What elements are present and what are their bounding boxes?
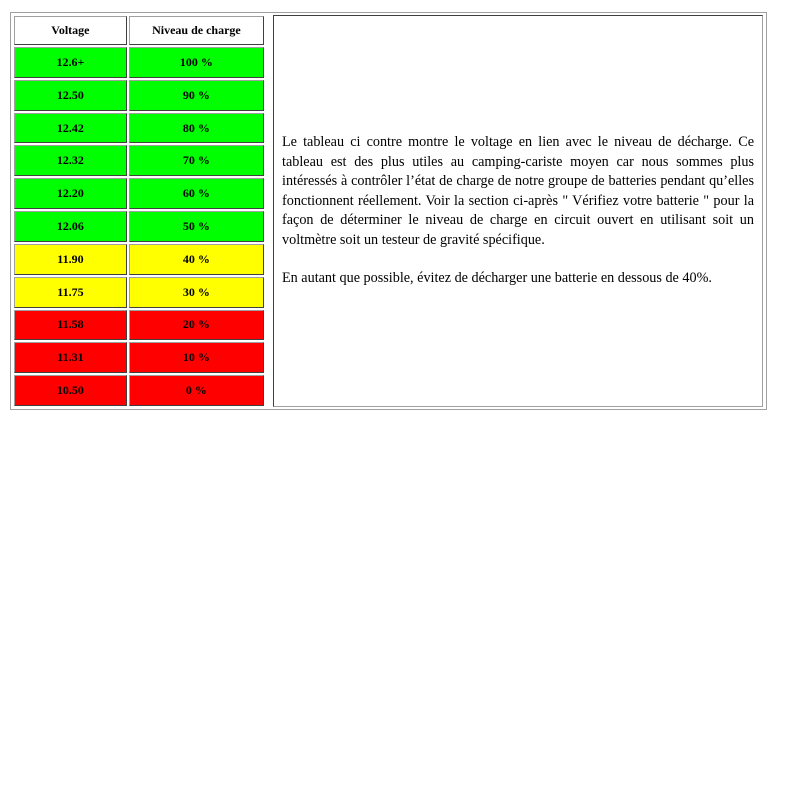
voltage-charge-table <box>12 14 266 408</box>
charge-level-cell: 40 % <box>129 244 264 275</box>
header-voltage: Voltage <box>14 16 127 45</box>
charge-level-cell: 90 % <box>129 80 264 111</box>
description-paragraph-2: En autant que possible, évitez de décharger une batterie en dessous de 40%. <box>282 270 712 287</box>
table-header-row <box>14 16 264 45</box>
charge-level-cell: 10 % <box>129 342 264 373</box>
voltage-cell: 12.06 <box>14 211 127 242</box>
charge-level-cell: 30 % <box>129 277 264 308</box>
voltage-cell: 12.32 <box>14 145 127 176</box>
table-row <box>14 342 264 373</box>
header-charge-level: Niveau de charge <box>129 16 264 45</box>
voltage-cell: 12.20 <box>14 178 127 209</box>
table-row <box>14 47 264 78</box>
table-row <box>14 277 264 308</box>
voltage-cell: 12.50 <box>14 80 127 111</box>
voltage-cell: 11.75 <box>14 277 127 308</box>
table-row <box>14 178 264 209</box>
charge-level-cell: 50 % <box>129 211 264 242</box>
voltage-cell: 10.50 <box>14 375 127 406</box>
description-paragraph-1: Le tableau ci contre montre le voltage en lien avec le niveau de décharge. Ce tableau est des plus utiles au camping-cariste moyen car nous sommes plus intéressés à contrôler l’état de charge de notre groupe de batteries pendant qu’elles fonctionnent réellement. Voir la section ci-après " Vérifiez votre batterie " pour la façon de déterminer le niveau de charge en circuit ouvert en utilisant soit un voltmètre soit un testeur de gravité spécifique. <box>282 134 754 248</box>
charge-level-cell: 60 % <box>129 178 264 209</box>
table-row <box>14 375 264 406</box>
table-row <box>14 80 264 111</box>
description-text <box>274 133 762 289</box>
voltage-cell: 11.90 <box>14 244 127 275</box>
charge-level-cell: 0 % <box>129 375 264 406</box>
table-row <box>14 145 264 176</box>
charge-level-cell: 20 % <box>129 310 264 341</box>
voltage-cell: 11.31 <box>14 342 127 373</box>
table-row <box>14 310 264 341</box>
voltage-cell: 11.58 <box>14 310 127 341</box>
description-cell <box>273 15 763 407</box>
table-row <box>14 113 264 144</box>
charge-level-cell: 80 % <box>129 113 264 144</box>
outer-table <box>10 12 767 410</box>
voltage-cell: 12.6+ <box>14 47 127 78</box>
voltage-cell: 12.42 <box>14 113 127 144</box>
table-body <box>14 47 264 406</box>
table-row <box>14 244 264 275</box>
charge-level-cell: 100 % <box>129 47 264 78</box>
table-row <box>14 211 264 242</box>
charge-level-cell: 70 % <box>129 145 264 176</box>
